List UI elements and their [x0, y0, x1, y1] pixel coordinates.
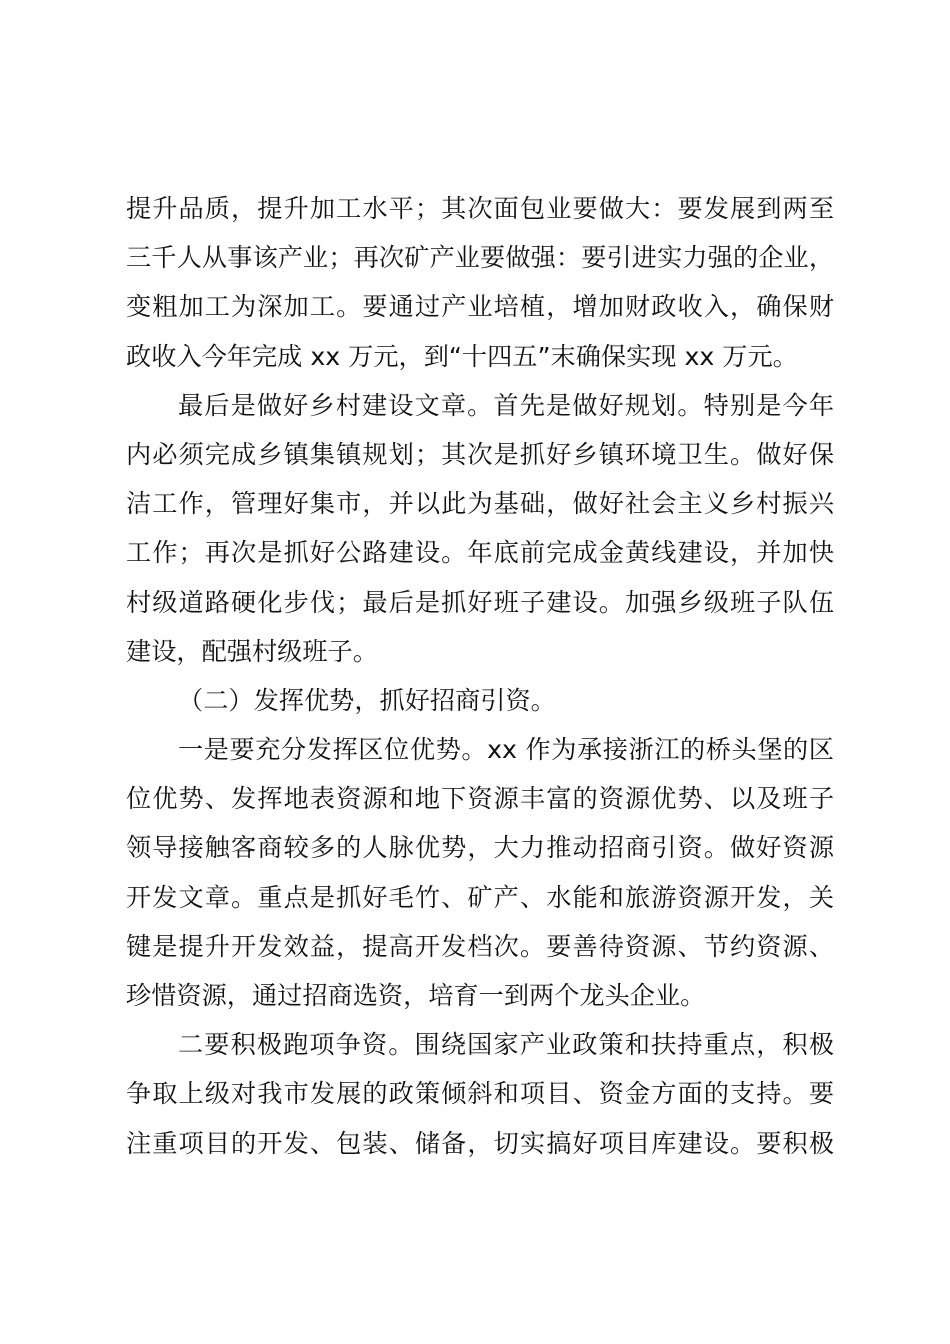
- text-line-13: 位优势、发挥地表资源和地下资源丰富的资源优势、以及班子: [126, 784, 834, 814]
- text-line-5: 最后是做好乡村建设文章。首先是做好规划。特别是今年: [178, 390, 834, 420]
- text-line-1: 提升品质，提升加工水平；其次面包业要做大：要发展到两至: [126, 194, 834, 223]
- text-line-3: 变粗加工为深加工。要通过产业培植，增加财政收入，确保财: [126, 292, 834, 322]
- text-line-4: 政收入今年完成 xx 万元，到“十四五”末确保实现 xx 万元。: [126, 341, 798, 371]
- text-line-14: 领导接触客商较多的人脉优势，大力推动招商引资。做好资源: [126, 833, 834, 863]
- text-line-16: 键是提升开发效益，提高开发档次。要善待资源、节约资源、: [126, 931, 834, 961]
- document-body: [126, 184, 834, 1168]
- text-line-19: 争取上级对我市发展的政策倾斜和项目、资金方面的支持。要: [126, 1079, 834, 1109]
- text-line-12: 一是要充分发挥区位优势。xx 作为承接浙江的桥头堡的区: [178, 735, 834, 765]
- text-line-8: 工作；再次是抓好公路建设。年底前完成金黄线建设，并加快: [126, 538, 834, 568]
- text-line-18: 二要积极跑项争资。围绕国家产业政策和扶持重点，积极: [178, 1030, 834, 1060]
- text-line-7: 洁工作，管理好集市，并以此为基础，做好社会主义乡村振兴: [126, 489, 834, 519]
- text-line-20: 注重项目的开发、包装、储备，切实搞好项目库建设。要积极: [126, 1128, 834, 1158]
- text-line-9: 村级道路硬化步伐；最后是抓好班子建设。加强乡级班子队伍: [126, 587, 834, 617]
- text-line-17: 珍惜资源，通过招商选资，培育一到两个龙头企业。: [126, 981, 706, 1010]
- text-line-2: 三千人从事该产业；再次矿产业要做强：要引进实力强的企业，: [126, 243, 834, 273]
- text-line-6: 内必须完成乡镇集镇规划；其次是抓好乡镇环境卫生。做好保: [126, 439, 834, 469]
- text-line-10: 建设，配强村级班子。: [126, 636, 378, 666]
- text-line-15: 开发文章。重点是抓好毛竹、矿产、水能和旅游资源开发，关: [126, 882, 834, 912]
- section-heading: （二）发挥优势，抓好招商引资。: [178, 685, 556, 715]
